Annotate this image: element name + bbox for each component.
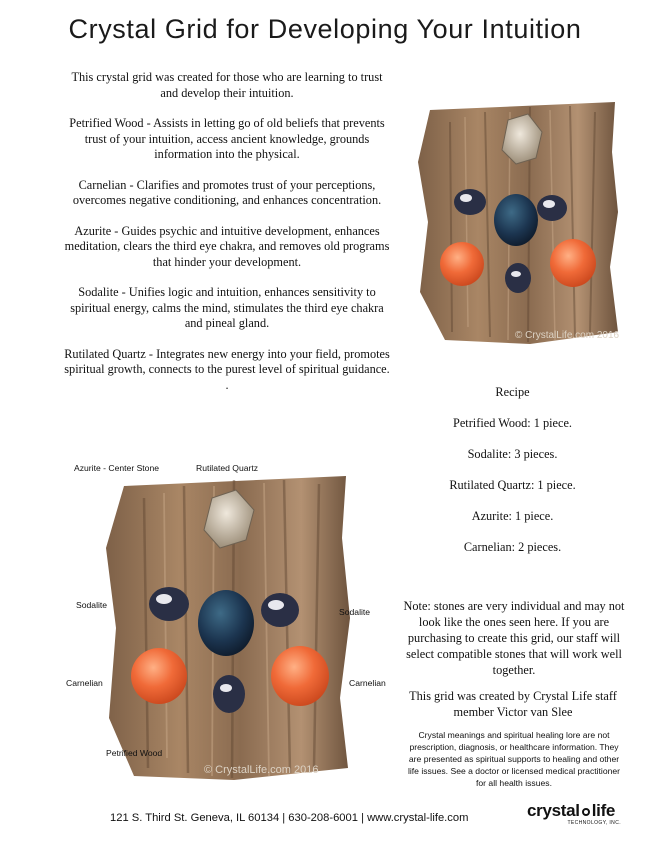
grid-credit: This grid was created by Crystal Life staff member Victor van Slee	[409, 689, 617, 719]
logo-circle-icon	[582, 808, 590, 816]
recipe-item: Petrified Wood: 1 piece.	[453, 416, 572, 430]
recipe-item: Sodalite: 3 pieces.	[467, 447, 558, 461]
recipe-item: Carnelian: 2 pieces.	[463, 540, 562, 554]
intro-text	[62, 70, 392, 393]
recipe-heading: Recipe	[495, 385, 530, 399]
label-sodalite-right: Sodalite	[339, 607, 371, 617]
stones-note: Note: stones are very individual and may not look like the ones seen here. If you are purchasing to create this grid, our staff will select compatible stones that will work well together.	[403, 599, 625, 677]
rutilated-quartz-description: Rutilated Quartz - Integrates new energy into your field, promotes spiritual growth, connects to the purest level of spiritual guidance.	[64, 346, 390, 376]
watermark-bottom: © CrystalLife.com 2016	[204, 764, 319, 776]
azurite-description: Azurite - Guides psychic and intuitive development, enhances meditation, clears the third eye chakra, and removes old programs that hinder your development.	[64, 223, 390, 269]
recipe-item: Rutilated Quartz: 1 piece.	[449, 478, 576, 492]
crystal-grid-photo-top	[390, 92, 644, 348]
recipe-item: Azurite: 1 piece.	[471, 509, 554, 523]
crystal-life-logo	[527, 802, 627, 832]
health-disclaimer: Crystal meanings and spiritual healing lore are not prescription, diagnosis, or healthcare information. They are presented as spiritual supports to healing and other life issues. See a doctor or licensed medical practitioner for all health issues.	[407, 730, 621, 788]
logo-brand-right: life	[591, 801, 616, 820]
label-carnelian-left: Carnelian	[66, 678, 103, 688]
label-petrified-wood: Petrified Wood	[106, 748, 163, 758]
label-azurite-center: Azurite - Center Stone	[74, 463, 160, 473]
label-rutilated-quartz: Rutilated Quartz	[196, 463, 259, 473]
watermark-top: © CrystalLife.com 2016	[515, 330, 620, 341]
footer-contact: 121 S. Third St. Geneva, IL 60134 | 630-208-6001 | www.crystal-life.com	[110, 812, 469, 824]
page-title: Crystal Grid for Developing Your Intuition	[68, 14, 582, 44]
intro-paragraph: This crystal grid was created for those who are learning to trust and develop their intuition.	[71, 70, 383, 100]
logo-brand-left: crystal	[527, 801, 580, 820]
label-sodalite-left: Sodalite	[76, 600, 108, 610]
carnelian-description: Carnelian - Clarifies and promotes trust of your perceptions, overcomes negative conditioning, and enhances concentration.	[72, 177, 382, 207]
logo-tagline: TECHNOLOGY, INC.	[567, 820, 621, 826]
label-carnelian-right: Carnelian	[349, 678, 386, 688]
trailing-period: .	[225, 377, 229, 392]
recipe	[400, 384, 625, 570]
sodalite-description: Sodalite - Unifies logic and intuition, enhances sensitivity to spiritual energy, calms the mind, stimulates the third eye chakra and pineal gland.	[70, 285, 384, 330]
petrified-wood-description: Petrified Wood - Assists in letting go of old beliefs that prevents trust of your intuition, access ancient knowledge, grounds information into the physical.	[69, 116, 385, 161]
crystal-grid-photo-labeled	[64, 458, 390, 788]
